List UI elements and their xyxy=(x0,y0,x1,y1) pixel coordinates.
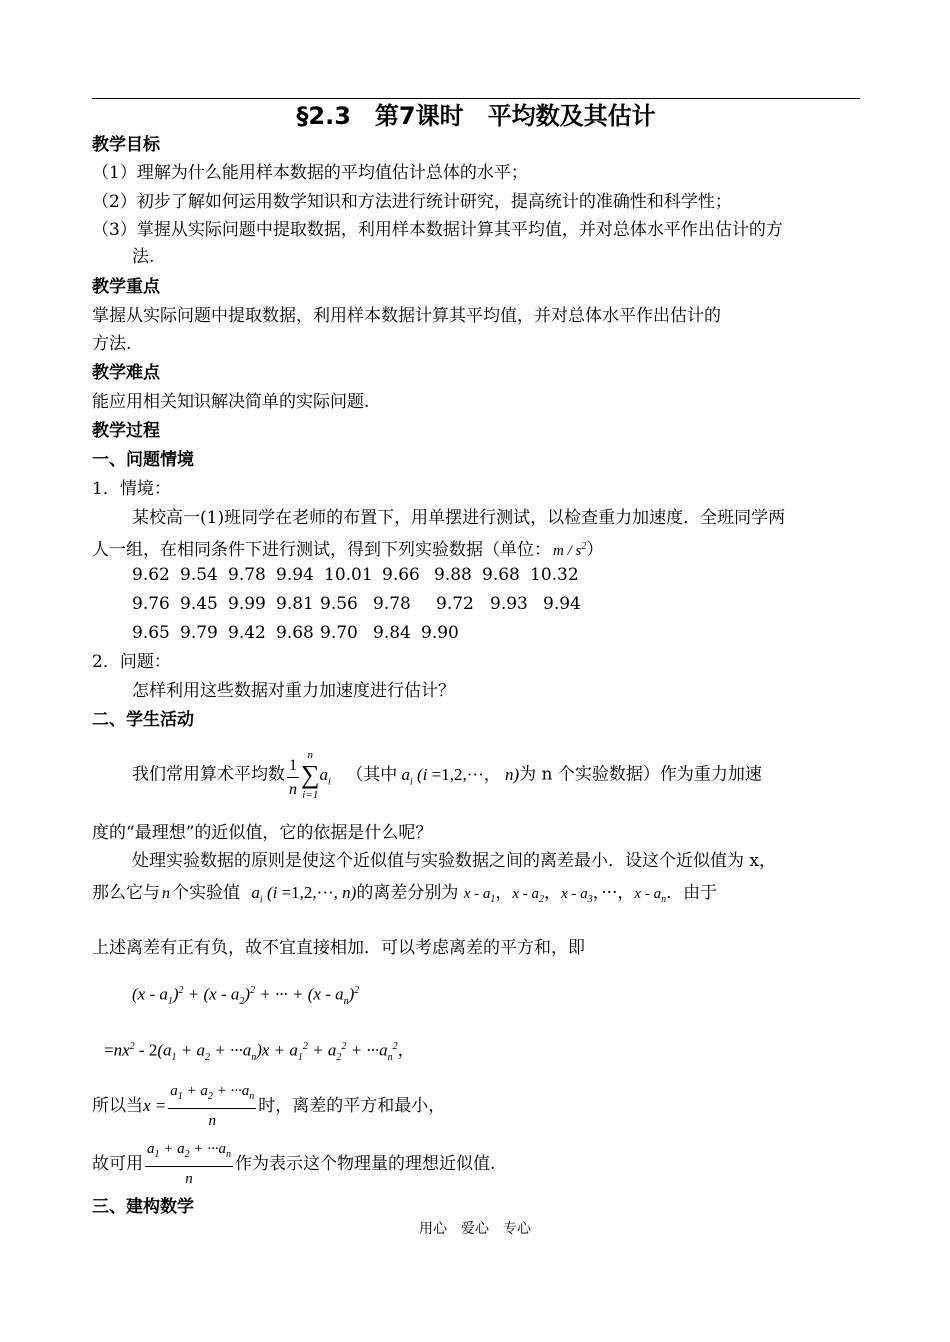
sum-of-squares-expression: $(x - a_1)^2 + (x - a_2)^2$ + ··· + $(x - a_n)^2$ xyxy=(132,984,360,1008)
page-title: §2.3 第7课时 平均数及其估计 xyxy=(296,102,656,130)
data-row: 9.65 9.79 9.42 9.68 9.70 9.84 9.90 xyxy=(132,623,459,643)
deviation-line: 那么它与 n 个实验值 $a_i$ (i =1,2,···, n)的离差分别为 x - $a_1$，x - $a_2$，x - $a_3$，···，x - $a_n$．由于 xyxy=(92,883,718,906)
section1-heading: 一、问题情境 xyxy=(92,450,194,470)
process-heading: 教学过程 xyxy=(92,421,160,441)
difficulties-heading: 教学难点 xyxy=(92,363,160,383)
item1-label: 1．情境： xyxy=(92,479,171,499)
summation: n ∑ i=1 xyxy=(301,749,320,801)
paragraph-line: 度的“最理想”的近似值，它的依据是什么呢？ xyxy=(92,823,433,843)
section3-heading: 三、建构数学 xyxy=(92,1197,194,1217)
mean-fraction: $\frac{a_1 + a_2 + \cdot\cdot\cdot a_n}{n}$ xyxy=(145,1138,233,1191)
key-points-text: 掌握从实际问题中提取数据，利用样本数据计算其平均值，并对总体水平作出估计的 xyxy=(92,306,721,326)
page-footer: 用心 爱心 专心 xyxy=(419,1221,531,1237)
paragraph-line: 处理实验数据的原则是使这个近似值与实验数据之间的离差最小．设这个近似值为 x， xyxy=(132,851,776,871)
objectives-heading: 教学目标 xyxy=(92,135,160,155)
question-text: 怎样利用这些数据对重力加速度进行估计？ xyxy=(132,681,455,701)
expanded-expression: $=nx^2 - 2(a_1 + a_2 + \cdot\cdot\cdot a_n)x + a_1^2 + a_2^2 + \cdot\cdot\cdot a_n^2$， xyxy=(104,1040,415,1064)
key-points-heading: 教学重点 xyxy=(92,277,160,297)
objective-item: 法. xyxy=(132,247,155,267)
section2-heading: 二、学生活动 xyxy=(92,710,194,730)
header-rule xyxy=(92,98,860,99)
item2-label: 2．问题： xyxy=(92,652,171,672)
fraction-1-over-n: $\frac{1}{n}$ xyxy=(289,756,297,798)
objective-item: （3）掌握从实际问题中提取数据，利用样本数据计算其平均值，并对总体水平作出估计的方 xyxy=(92,220,783,240)
data-row: 9.76 9.45 9.99 9.81 9.56 9.78 9.72 9.93 9.94 xyxy=(132,594,581,614)
min-condition-line: 所以当x = $\frac{a_1 + a_2 + \cdot\cdot\cdot a_n}{n}$ 时，离差的平方和最小， xyxy=(92,1080,445,1133)
key-points-text: 方法. xyxy=(92,334,132,354)
objective-item: （1）理解为什么能用样本数据的平均值估计总体的水平； xyxy=(92,163,528,183)
scenario-line: 人一组，在相同条件下进行测试，得到下列实验数据（单位： m / $s^2$） xyxy=(92,540,604,560)
objective-item: （2）初步了解如何运用数学知识和方法进行统计研究，提高统计的准确性和科学性； xyxy=(92,192,732,212)
scenario-line: 某校高一(1)班同学在老师的布置下，用单摆进行测试，以检查重力加速度．全班同学两 xyxy=(132,508,786,528)
paragraph-line: 上述离差有正有负，故不宜直接相加．可以考虑离差的平方和，即 xyxy=(92,938,585,958)
data-row: 9.62 9.54 9.78 9.94 10.01 9.66 9.88 9.68 10.32 xyxy=(132,565,579,585)
mean-definition-line: 我们常用算术平均数 $\frac{1}{n}$ n ∑ $i=1a_i$ （其中 $a_i$ (i =1,2,···， n)为 n 个实验数据）作为重力加速 xyxy=(132,749,762,801)
difficulties-text: 能应用相关知识解决简单的实际问题. xyxy=(92,392,370,412)
conclusion-line: 故可用 $\frac{a_1 + a_2 + \cdot\cdot\cdot a_n}{n}$ 作为表示这个物理量的理想近似值. xyxy=(92,1138,495,1191)
scenario-text: 人一组，在相同条件下进行测试，得到下列实验数据（单位： xyxy=(92,540,551,560)
mean-fraction: $\frac{a_1 + a_2 + \cdot\cdot\cdot a_n}{n}$ xyxy=(168,1080,256,1133)
unit: m / $s^2$ xyxy=(553,541,587,559)
